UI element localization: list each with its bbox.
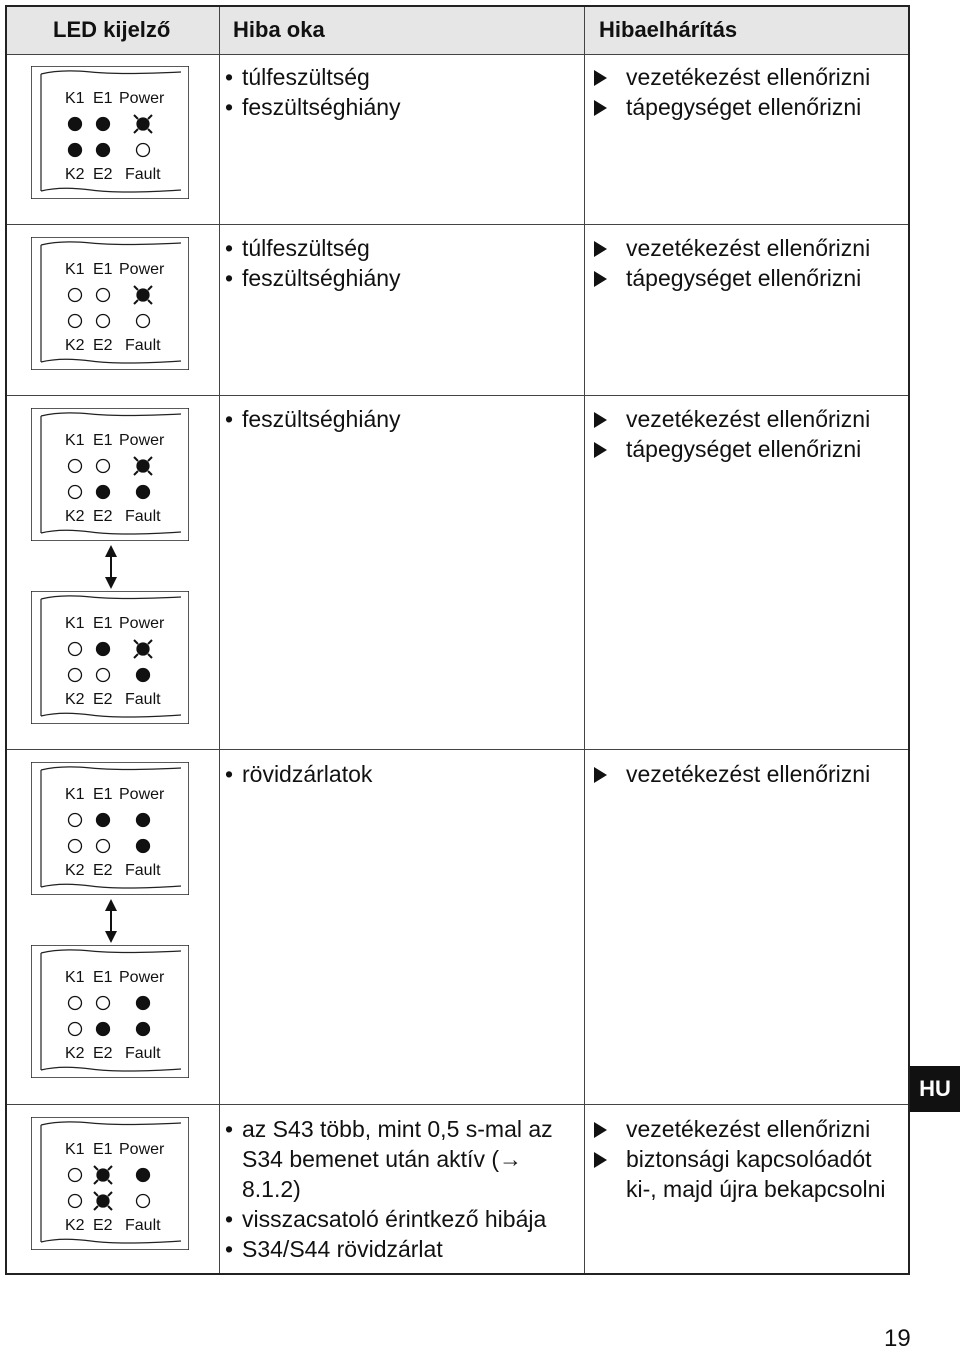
led-flashing-icon bbox=[137, 643, 149, 655]
label-k1: K1 bbox=[65, 969, 85, 986]
row-divider bbox=[7, 224, 908, 225]
led-on-icon bbox=[137, 486, 150, 499]
list-item: vezetékezést ellenőrizni bbox=[592, 62, 870, 92]
led-on-icon bbox=[137, 997, 150, 1010]
list-item: vezetékezést ellenőrizni bbox=[592, 759, 870, 789]
label-k2: K2 bbox=[65, 508, 85, 525]
list-item: • feszültséghiány bbox=[225, 265, 401, 291]
label-k2: K2 bbox=[65, 166, 85, 183]
label-fault: Fault bbox=[125, 508, 161, 525]
led-off-icon bbox=[69, 460, 82, 473]
fault-cause-list bbox=[225, 759, 372, 789]
led-off-icon bbox=[69, 814, 82, 827]
led-off-icon bbox=[69, 486, 82, 499]
label-e2: E2 bbox=[93, 691, 113, 708]
label-e1: E1 bbox=[93, 432, 113, 449]
label-e1: E1 bbox=[93, 1141, 113, 1158]
led-off-icon bbox=[97, 997, 110, 1010]
list-item: • feszültséghiány bbox=[225, 94, 401, 120]
fix-list bbox=[592, 1114, 886, 1204]
label-e2: E2 bbox=[93, 508, 113, 525]
row-divider bbox=[7, 1104, 908, 1105]
triangle-bullet-icon bbox=[594, 1122, 607, 1138]
list-item-continuation: S34 bemenet után aktív (→ bbox=[242, 1146, 522, 1172]
led-panel bbox=[31, 591, 189, 724]
led-on-icon bbox=[97, 118, 110, 131]
row-divider bbox=[7, 749, 908, 750]
led-on-icon bbox=[69, 118, 82, 131]
list-item: • visszacsatoló érintkező hibája bbox=[225, 1206, 547, 1232]
label-e1: E1 bbox=[93, 969, 113, 986]
fix-list bbox=[592, 759, 870, 789]
label-k2: K2 bbox=[65, 862, 85, 879]
led-off-icon bbox=[69, 289, 82, 302]
label-e1: E1 bbox=[93, 261, 113, 278]
list-item: tápegységet ellenőrizni bbox=[592, 263, 870, 293]
label-k2: K2 bbox=[65, 1045, 85, 1062]
led-panel bbox=[31, 945, 189, 1078]
triangle-bullet-icon bbox=[594, 1152, 607, 1168]
label-fault: Fault bbox=[125, 862, 161, 879]
column-divider bbox=[219, 7, 220, 1273]
label-e2: E2 bbox=[93, 337, 113, 354]
label-k2: K2 bbox=[65, 691, 85, 708]
led-flashing-icon bbox=[137, 118, 149, 130]
label-fault: Fault bbox=[125, 691, 161, 708]
list-item: vezetékezést ellenőrizni bbox=[592, 1114, 886, 1144]
label-power: Power bbox=[119, 786, 165, 803]
list-item: biztonsági kapcsolóadót bbox=[592, 1144, 886, 1174]
list-item: • túlfeszültség bbox=[225, 64, 370, 90]
label-k2: K2 bbox=[65, 337, 85, 354]
label-power: Power bbox=[119, 261, 165, 278]
column-divider bbox=[584, 7, 585, 1273]
fault-cause-list bbox=[225, 233, 401, 293]
led-on-icon bbox=[97, 144, 110, 157]
led-panel bbox=[31, 1117, 189, 1250]
led-on-icon bbox=[97, 643, 110, 656]
label-k1: K1 bbox=[65, 261, 85, 278]
led-panel bbox=[31, 408, 189, 541]
led-off-icon bbox=[69, 840, 82, 853]
led-panel bbox=[31, 762, 189, 895]
led-off-icon bbox=[69, 997, 82, 1010]
page-number: 19 bbox=[884, 1325, 911, 1352]
triangle-bullet-icon bbox=[594, 241, 607, 257]
list-item: tápegységet ellenőrizni bbox=[592, 92, 870, 122]
list-item: • feszültséghiány bbox=[225, 406, 401, 432]
led-on-icon bbox=[97, 486, 110, 499]
led-on-icon bbox=[137, 1023, 150, 1036]
led-flashing-icon bbox=[137, 289, 149, 301]
fix-list bbox=[592, 233, 870, 293]
label-power: Power bbox=[119, 432, 165, 449]
label-k1: K1 bbox=[65, 1141, 85, 1158]
label-power: Power bbox=[119, 969, 165, 986]
led-off-icon bbox=[69, 315, 82, 328]
led-off-icon bbox=[137, 1195, 150, 1208]
led-on-icon bbox=[137, 840, 150, 853]
alternating-arrow-icon bbox=[101, 545, 121, 589]
label-e1: E1 bbox=[93, 615, 113, 632]
list-item: vezetékezést ellenőrizni bbox=[592, 404, 870, 434]
led-panel bbox=[31, 66, 189, 199]
led-off-icon bbox=[97, 669, 110, 682]
led-on-icon bbox=[97, 814, 110, 827]
list-item: • rövidzárlatok bbox=[225, 761, 373, 787]
led-off-icon bbox=[97, 289, 110, 302]
label-e2: E2 bbox=[93, 166, 113, 183]
triangle-bullet-icon bbox=[594, 271, 607, 287]
list-item: • S34/S44 rövidzárlat bbox=[225, 1236, 443, 1262]
led-on-icon bbox=[69, 144, 82, 157]
label-power: Power bbox=[119, 615, 165, 632]
label-k1: K1 bbox=[65, 786, 85, 803]
triangle-bullet-icon bbox=[594, 767, 607, 783]
label-fault: Fault bbox=[125, 1217, 161, 1234]
label-k1: K1 bbox=[65, 615, 85, 632]
list-item-continuation: ki-, majd újra bekapcsolni bbox=[626, 1176, 886, 1202]
led-off-icon bbox=[97, 315, 110, 328]
fault-cause-list bbox=[225, 404, 401, 434]
triangle-bullet-icon bbox=[594, 412, 607, 428]
led-off-icon bbox=[137, 315, 150, 328]
led-panel bbox=[31, 237, 189, 370]
label-e2: E2 bbox=[93, 862, 113, 879]
list-item: vezetékezést ellenőrizni bbox=[592, 233, 870, 263]
triangle-bullet-icon bbox=[594, 442, 607, 458]
label-power: Power bbox=[119, 1141, 165, 1158]
led-on-icon bbox=[137, 814, 150, 827]
label-fault: Fault bbox=[125, 337, 161, 354]
label-e1: E1 bbox=[93, 90, 113, 107]
label-power: Power bbox=[119, 90, 165, 107]
fault-cause-list bbox=[225, 62, 401, 122]
fault-cause-list bbox=[225, 1114, 553, 1264]
list-item: • az S43 több, mint 0,5 s-mal az bbox=[225, 1116, 553, 1142]
list-item: tápegységet ellenőrizni bbox=[592, 434, 870, 464]
label-k2: K2 bbox=[65, 1217, 85, 1234]
header-fault-cause: Hiba oka bbox=[233, 17, 325, 42]
label-e2: E2 bbox=[93, 1217, 113, 1234]
list-item: • túlfeszültség bbox=[225, 235, 370, 261]
led-off-icon bbox=[137, 144, 150, 157]
label-fault: Fault bbox=[125, 1045, 161, 1062]
led-off-icon bbox=[97, 460, 110, 473]
led-off-icon bbox=[69, 1195, 82, 1208]
led-on-icon bbox=[137, 1169, 150, 1182]
triangle-bullet-icon bbox=[594, 100, 607, 116]
label-e1: E1 bbox=[93, 786, 113, 803]
triangle-bullet-icon bbox=[594, 70, 607, 86]
led-off-icon bbox=[69, 643, 82, 656]
led-off-icon bbox=[69, 669, 82, 682]
alternating-arrow-icon bbox=[101, 899, 121, 943]
fix-list bbox=[592, 62, 870, 122]
fix-list bbox=[592, 404, 870, 464]
led-flashing-icon bbox=[97, 1195, 109, 1207]
led-flashing-icon bbox=[137, 460, 149, 472]
label-k1: K1 bbox=[65, 432, 85, 449]
led-flashing-icon bbox=[97, 1169, 109, 1181]
language-tab: HU bbox=[910, 1066, 960, 1112]
led-off-icon bbox=[69, 1023, 82, 1036]
label-k1: K1 bbox=[65, 90, 85, 107]
label-e2: E2 bbox=[93, 1045, 113, 1062]
label-fault: Fault bbox=[125, 166, 161, 183]
header-led-display: LED kijelző bbox=[53, 17, 171, 42]
led-on-icon bbox=[137, 669, 150, 682]
led-off-icon bbox=[97, 840, 110, 853]
header-troubleshooting: Hibaelhárítás bbox=[599, 17, 738, 42]
led-on-icon bbox=[97, 1023, 110, 1036]
row-divider bbox=[7, 54, 908, 55]
row-divider bbox=[7, 395, 908, 396]
led-off-icon bbox=[69, 1169, 82, 1182]
list-item-continuation: 8.1.2) bbox=[242, 1176, 301, 1202]
